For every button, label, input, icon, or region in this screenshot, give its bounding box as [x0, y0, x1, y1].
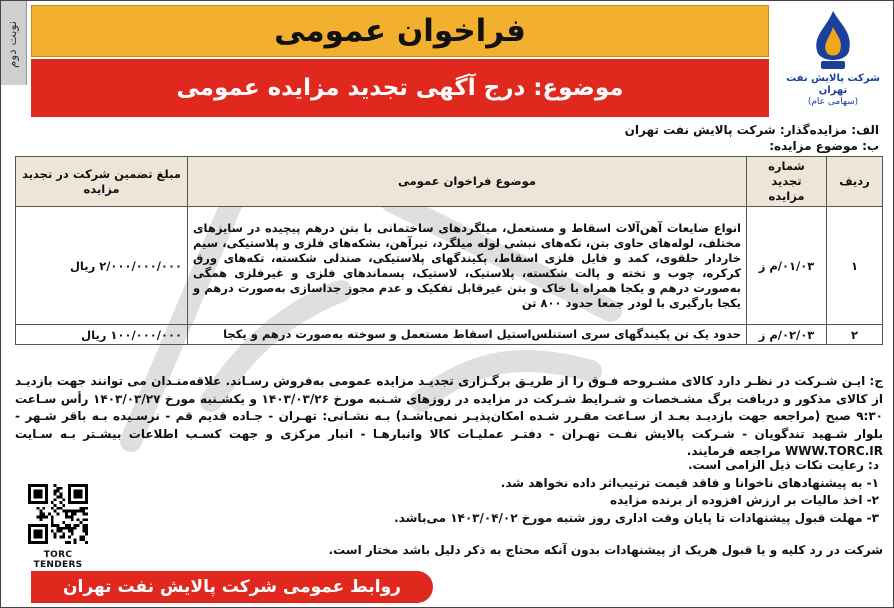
tender-number: ۰۲/۰۳/م ز [747, 325, 827, 345]
guarantee-amount: ۲/۰۰۰/۰۰۰/۰۰۰ ریال [16, 207, 188, 325]
item-description: حدود یک تن پکیندگهای سری استنلس‌استیل اسقاط مستعمل و سوخته به‌صورت درهم و یکجا [188, 325, 747, 345]
company-type: (سهامی عام) [807, 97, 859, 107]
notice-round-label: نوبت دوم [5, 20, 19, 68]
qr-code-block [19, 484, 97, 570]
list-item: ۱- به پیشنهادهای ناخوانا و فاقد قیمت ترتیب‌اثر داده نخواهد شد. [500, 475, 879, 490]
table-row [16, 325, 883, 345]
subject-heading: موضوع: درج آگهی تجدید مزایده عمومی [176, 75, 624, 101]
final-statement: شرکت در رد کلیه و یا قبول هریک از پیشنهادات بدون آنکه محتاج به ذکر دلیل باشد مختار است. [328, 543, 883, 557]
footer-text: روابط عمومی شرکت پالایش نفت تهران [63, 577, 401, 597]
qr-label: TORC TENDERS [33, 550, 83, 570]
notice-paragraph: ج: ایـن شـرکت در نظـر دارد کالای مشـروحه فـوق را از طریـق برگـزاری تجدیـد مزایده عمومی به‌فروش رسـاند. علاقه‌منـدان می توانند جهت بازدیـد از کالای مذکور و دریافت برگ مشـخصات و شـرایط شـرکت در مزایده در روزهای شـنبه مورخ ۱۴۰۳/۰۳/۲۶ و یکشـنبه مورخ ۱۴۰۳/۰۳/۲۷ رأس سـاعت ۹:۳۰ صبح (مراجعه جهت بازدیـد بعـد از سـاعت مقـرر شـده امکان‌پذیـر نمی‌باشـد) بـه نشـانی: تهـران - جـاده قدیم قم - نرسـیده بـه باقر شـهر - بلوار شـهید تندگویان - شـرکت پالایش نفـت تهـران - دفتـر عملیـات کالا وانبارهـا - انبار مرکزی و جهت کسـب اطلاعات بیشـتر بـه سـایت WWW.TORC.IR مراجعه فرمایند. [15, 374, 884, 458]
tender-number: ۰۱/۰۳/م ز [747, 207, 827, 325]
header-guarantee-amount: مبلغ تضمین شرکت در تجدید مزایده [16, 157, 188, 207]
item-description: انواع ضایعات آهن‌آلات اسقاط و مستعمل، میلگردهای ساختمانی با بتن درهم پیچیده در سایزهای مختلف، لوله‌های حاوی بتن، تکه‌های نبشی لوله میلگرد، تیرآهن، بشکه‌های فلزی و پلاستیکی، سیم خاردار حلقوی، کمد و فایل فلزی اسقاط، پکیندگهای پلاستیکی، صندلی شکسته، تکه‌های ورق کرکره، چوب و تخته و پالت شکسته، پلاستیک، لاستیک، پسماندهای فلزی و غیرفلزی همگی به‌صورت درهم و یکجا همراه با خاک و بتن غیرقابل تفکیک و عدم مجوز جداسازی به‌صورت درهم و یکجا بارگیری با لودر جمعا حدود ۸۰۰ تن [188, 207, 747, 325]
header-tender-number: شماره تجدید مزایده [747, 157, 827, 207]
side-strip [1, 1, 27, 85]
row-number: ۲ [827, 325, 883, 345]
subject-banner [31, 59, 769, 117]
notes-title: د: رعایت نکات ذیل الزامی است. [687, 458, 879, 472]
organizer-line: الف: مزایده‌گذار: شرکت پالایش نفت تهران [624, 123, 879, 137]
notes-list [179, 457, 879, 527]
guarantee-amount: ۱۰۰/۰۰۰/۰۰۰ ریال [16, 325, 188, 345]
footer-banner [31, 571, 433, 603]
table-header-row [16, 157, 883, 207]
table-row [16, 207, 883, 325]
list-item: ۲- اخذ مالیات بر ارزش افزوده از برنده مزایده [610, 493, 879, 507]
header-description: موضوع فراخوان عمومی [188, 157, 747, 207]
page-title: فراخوان عمومی [274, 13, 526, 49]
qr-code-icon[interactable] [28, 484, 88, 544]
company-logo [777, 7, 889, 115]
subject-line: ب: موضوع مزایده: [769, 139, 879, 153]
header-row-number: ردیف [827, 157, 883, 207]
tender-table [15, 156, 883, 345]
row-number: ۱ [827, 207, 883, 325]
title-banner [31, 5, 769, 57]
refinery-flame-icon [803, 7, 863, 73]
company-name: شرکت پالایش نفت تهران [786, 73, 880, 96]
list-item: ۳- مهلت قبول پیشنهادات تا پایان وقت اداری روز شنبه مورخ ۱۴۰۳/۰۴/۰۲ می‌باشد. [394, 510, 879, 525]
